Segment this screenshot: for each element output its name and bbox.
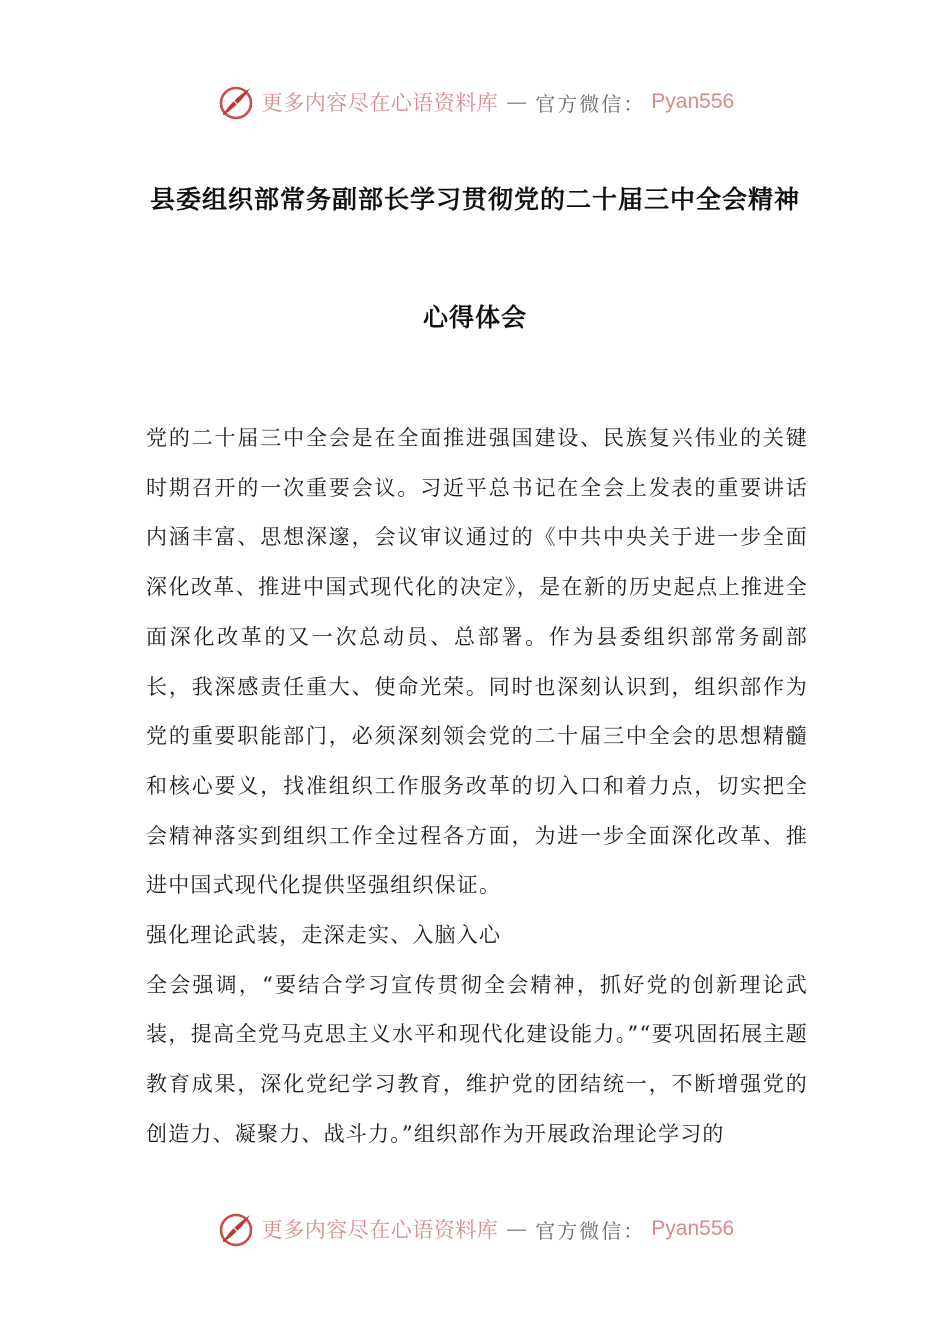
document-title-line-2: 心得体会: [422, 303, 527, 332]
watermark-text: 更多内容尽在心语资料库: [261, 91, 499, 115]
watermark-wechat-label: 官方微信：: [535, 91, 646, 116]
watermark-dash: —: [506, 1217, 528, 1241]
quill-pen-logo-icon: [216, 82, 256, 122]
document-body: [146, 414, 808, 1160]
watermark-wechat-id: Pyan556: [651, 90, 735, 113]
watermark-banner-top: [0, 82, 950, 122]
watermark-banner-bottom: [0, 1209, 950, 1249]
watermark-dash: —: [506, 90, 528, 114]
document-title-line-1: 县委组织部常务副部长学习贯彻党的二十届三中全会精神: [149, 185, 800, 214]
section-heading: 强化理论武装，走深走实、入脑入心: [146, 923, 502, 948]
paragraph-intro: 党的二十届三中全会是在全面推进强国建设、民族复兴伟业的关键时期召开的一次重要会议。习近平总书记在全会上发表的重要讲话内涵丰富、思想深邃，会议审议通过的《中共中央关于进一步全面深化改革、推进中国式现代化的决定》，是在新的历史起点上推进全面深化改革的又一次总动员、总部署。作为县委组织部常务副部长，我深感责任重大、使命光荣。同时也深刻认识到，组织部作为党的重要职能部门，必须深刻领会党的二十届三中全会的思想精髓和核心要义，找准组织工作服务改革的切入口和着力点，切实把全会精神落实到组织工作全过程各方面，为进一步全面深化改革、推进中国式现代化提供坚强组织保证。: [146, 426, 808, 898]
paragraph-section-1: 全会强调，“要结合学习宣传贯彻全会精神，抓好党的创新理论武装，提高全党马克思主义水平和现代化建设能力。”“要巩固拓展主题教育成果，深化党纪学习教育，维护党的团结统一，不断增强党的创造力、凝聚力、战斗力。”组织部作为开展政治理论学习的: [146, 972, 808, 1146]
quill-pen-logo-icon: [216, 1209, 256, 1249]
watermark-wechat-label: 官方微信：: [535, 1218, 646, 1243]
watermark-text: 更多内容尽在心语资料库: [261, 1218, 499, 1242]
watermark-wechat-id: Pyan556: [651, 1217, 735, 1240]
